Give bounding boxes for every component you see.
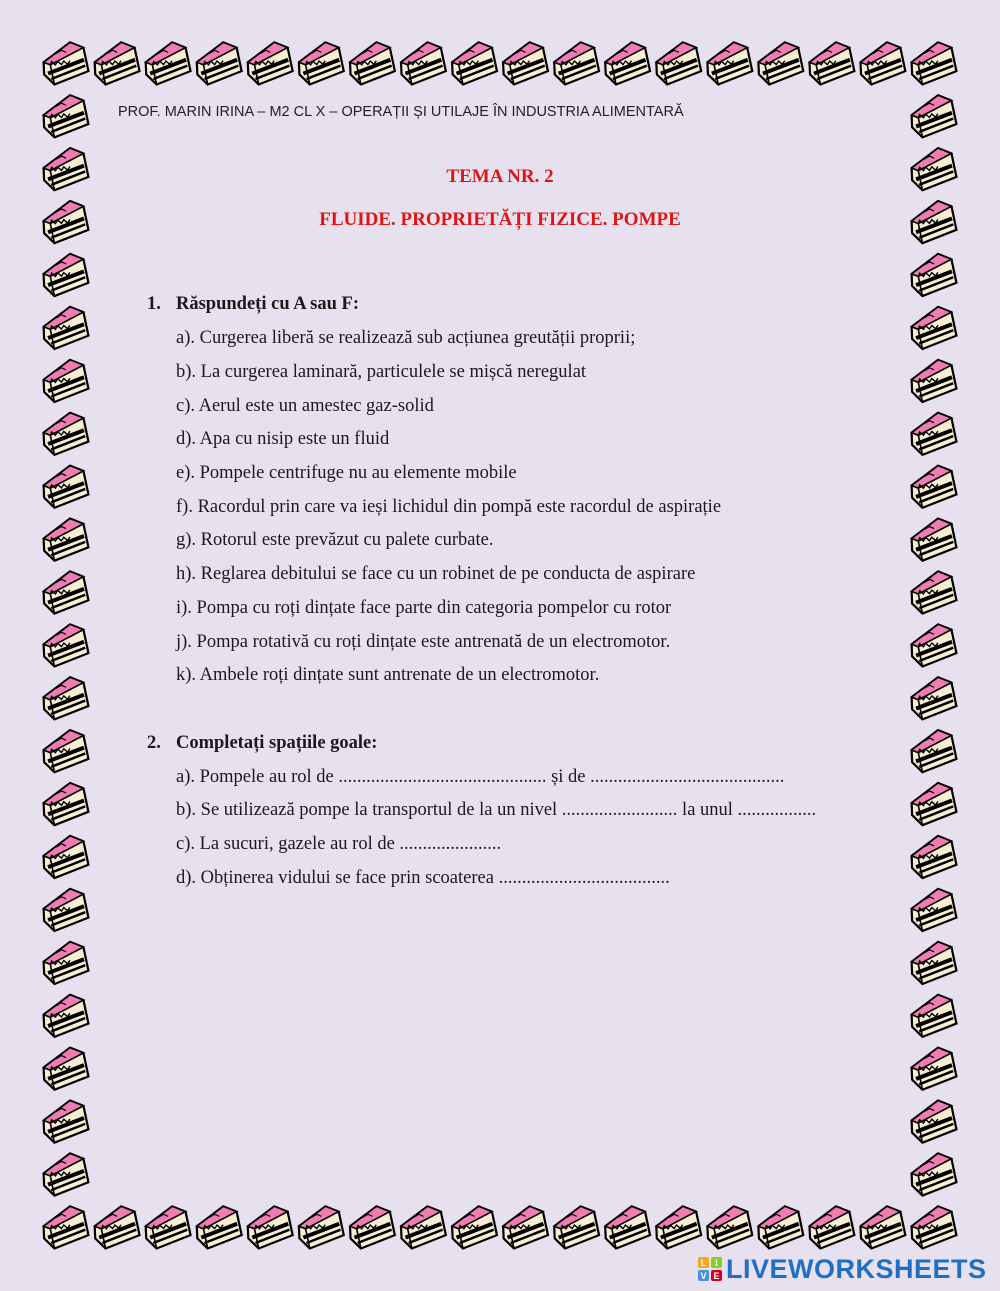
cake-slice-icon	[396, 40, 447, 86]
cake-slice-icon	[39, 1204, 90, 1250]
cake-slice-icon	[907, 728, 958, 774]
cake-slice-icon	[192, 1204, 243, 1250]
logo-text: LIVEWORKSHEETS	[726, 1253, 987, 1284]
cake-slice-icon	[600, 1204, 651, 1250]
section-2-heading	[147, 733, 377, 754]
cake-slice-icon	[907, 781, 958, 827]
cake-slice-icon	[600, 40, 651, 86]
cake-slice-icon	[39, 939, 90, 985]
cake-slice-icon	[447, 40, 498, 86]
liveworksheets-logo[interactable]	[698, 1254, 987, 1284]
question-1d: d). Apa cu nisip este un fluid	[176, 429, 390, 449]
cake-slice-icon	[39, 833, 90, 879]
logo-letter-v: V	[698, 1270, 709, 1281]
cake-slice-icon	[294, 40, 345, 86]
cake-slice-icon	[39, 728, 90, 774]
cake-slice-icon	[907, 251, 958, 297]
question-1e: e). Pompele centrifuge nu au elemente mobile	[176, 463, 517, 483]
cake-slice-icon	[651, 1204, 702, 1250]
cake-slice-icon	[907, 93, 958, 139]
cake-slice-icon	[549, 40, 600, 86]
section-2-heading-text: Completați spațiile goale:	[176, 733, 378, 753]
cake-slice-icon	[907, 463, 958, 509]
question-2b: b). Se utilizează pompe la transportul de la un nivel ......................... la unul .................	[176, 800, 817, 820]
worksheet-title: TEMA NR. 2	[446, 166, 554, 187]
cake-slice-icon	[907, 833, 958, 879]
cake-slice-icon	[754, 1204, 805, 1250]
cake-slice-icon	[39, 675, 90, 721]
cake-slice-icon	[39, 1151, 90, 1197]
cake-slice-icon	[907, 357, 958, 403]
cake-slice-icon	[39, 992, 90, 1038]
cake-slice-icon	[39, 781, 90, 827]
question-2d: d). Obținerea vidului se face prin scoaterea .....................................	[176, 868, 670, 888]
cake-slice-icon	[907, 939, 958, 985]
cake-slice-icon	[549, 1204, 600, 1250]
logo-letter-l: L	[698, 1257, 709, 1268]
cake-slice-icon	[907, 1098, 958, 1144]
section-1-number: 1.	[147, 294, 161, 314]
question-1k: k). Ambele roți dințate sunt antrenate de un electromotor.	[176, 665, 600, 685]
cake-slice-icon	[703, 40, 754, 86]
cake-slice-icon	[39, 622, 90, 668]
cake-slice-icon	[39, 304, 90, 350]
question-1i: i). Pompa cu roți dințate face parte din categoria pompelor cu rotor	[176, 598, 672, 618]
cake-slice-icon	[907, 40, 958, 86]
cake-slice-icon	[498, 1204, 549, 1250]
worksheet-subtitle: FLUIDE. PROPRIETĂȚI FIZICE. POMPE	[319, 209, 681, 230]
cake-slice-icon	[907, 1204, 958, 1250]
cake-slice-icon	[805, 1204, 856, 1250]
cake-slice-icon	[39, 1098, 90, 1144]
cake-slice-icon	[907, 410, 958, 456]
cake-slice-icon	[907, 622, 958, 668]
cake-slice-icon	[907, 1151, 958, 1197]
cake-slice-icon	[498, 40, 549, 86]
cake-slice-icon	[907, 516, 958, 562]
question-2c: c). La sucuri, gazele au rol de ......................	[176, 834, 502, 854]
page-header: PROF. MARIN IRINA – M2 CL X – OPERAȚII ȘI UTILAJE ÎN INDUSTRIA ALIMENTARĂ	[118, 104, 684, 120]
cake-slice-icon	[447, 1204, 498, 1250]
cake-slice-icon	[90, 1204, 141, 1250]
cake-slice-icon	[907, 304, 958, 350]
cake-slice-icon	[39, 93, 90, 139]
cake-slice-icon	[243, 1204, 294, 1250]
cake-slice-icon	[805, 40, 856, 86]
section-2-number: 2.	[147, 733, 161, 753]
cake-slice-icon	[345, 1204, 396, 1250]
question-1j: j). Pompa rotativă cu roți dințate este antrenată de un electromotor.	[176, 632, 671, 652]
cake-slice-icon	[754, 40, 805, 86]
cake-slice-icon	[907, 992, 958, 1038]
section-1-heading-text: Răspundeți cu A sau F:	[176, 294, 359, 314]
question-1h: h). Reglarea debitului se face cu un robinet de pe conducta de aspirare	[176, 564, 696, 584]
cake-slice-icon	[39, 569, 90, 615]
cake-slice-icon	[39, 516, 90, 562]
question-1g: g). Rotorul este prevăzut cu palete curbate.	[176, 530, 494, 550]
cake-slice-icon	[39, 463, 90, 509]
cake-slice-icon	[39, 410, 90, 456]
question-1b: b). La curgerea laminară, particulele se mișcă neregulat	[176, 362, 587, 382]
cake-slice-icon	[39, 40, 90, 86]
logo-letter-e: E	[711, 1270, 722, 1281]
cake-slice-icon	[907, 886, 958, 932]
cake-slice-icon	[856, 1204, 907, 1250]
question-1f: f). Racordul prin care va ieși lichidul din pompă este racordul de aspirație	[176, 497, 722, 517]
cake-slice-icon	[192, 40, 243, 86]
cake-slice-icon	[345, 40, 396, 86]
cake-slice-icon	[396, 1204, 447, 1250]
cake-slice-icon	[39, 357, 90, 403]
question-1a: a). Curgerea liberă se realizează sub acțiunea greutății proprii;	[176, 328, 636, 348]
question-2a: a). Pompele au rol de ............................................. și de ..........................................	[176, 767, 785, 787]
logo-letter-i: I	[711, 1257, 722, 1268]
cake-slice-icon	[651, 40, 702, 86]
cake-slice-icon	[907, 569, 958, 615]
cake-slice-icon	[907, 1045, 958, 1091]
cake-slice-icon	[243, 40, 294, 86]
logo-mark	[698, 1257, 722, 1281]
section-1-heading	[147, 294, 359, 315]
cake-slice-icon	[856, 40, 907, 86]
cake-slice-icon	[141, 1204, 192, 1250]
cake-slice-icon	[39, 251, 90, 297]
cake-slice-icon	[141, 40, 192, 86]
cake-slice-icon	[907, 675, 958, 721]
cake-slice-icon	[703, 1204, 754, 1250]
question-1c: c). Aerul este un amestec gaz-solid	[176, 396, 434, 416]
cake-slice-icon	[294, 1204, 345, 1250]
cake-slice-icon	[39, 886, 90, 932]
cake-slice-icon	[39, 1045, 90, 1091]
cake-slice-icon	[90, 40, 141, 86]
